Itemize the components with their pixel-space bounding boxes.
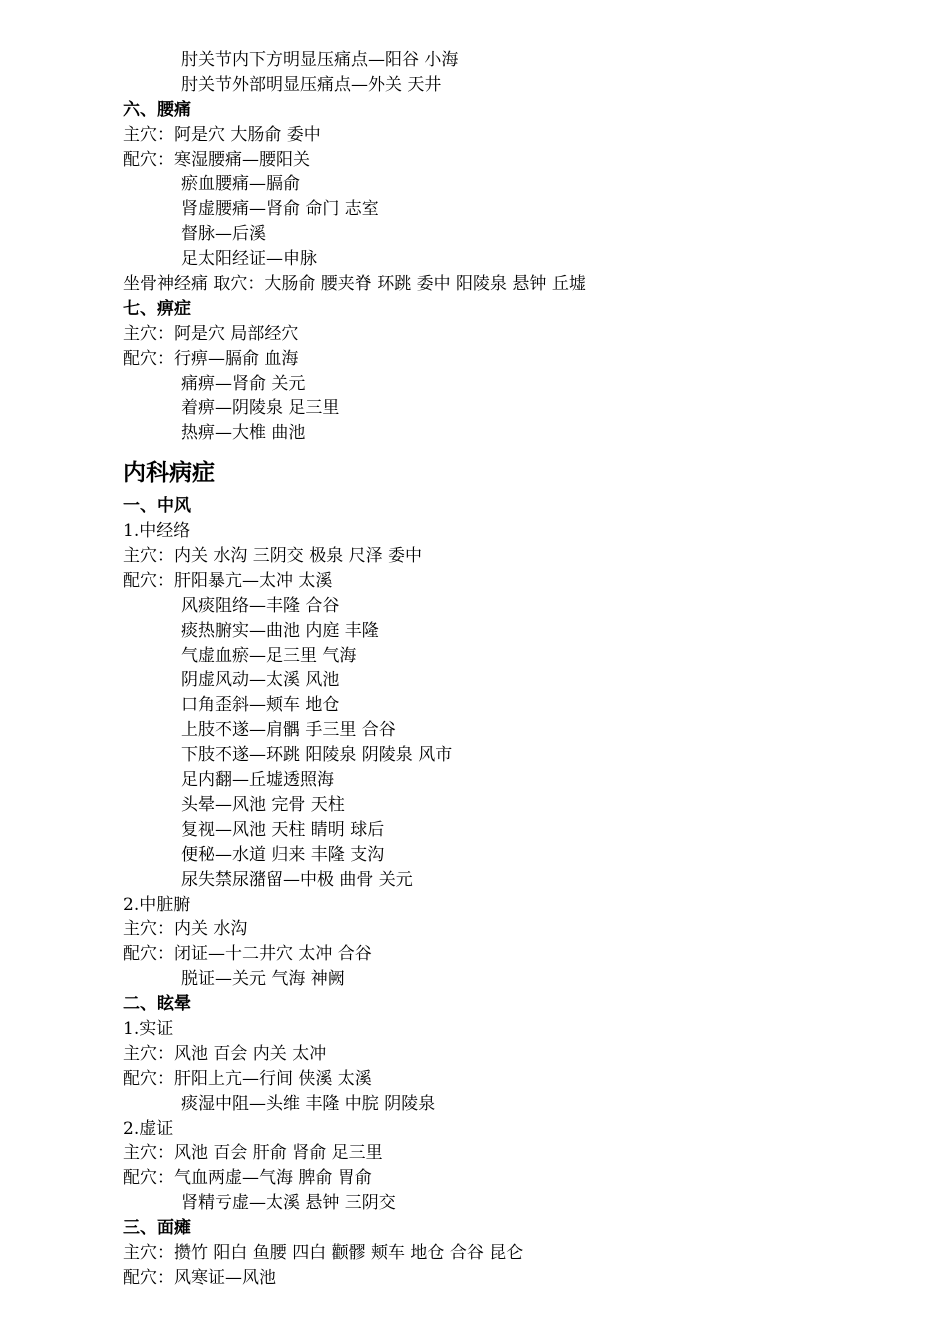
indented-line: 风痰阻络—丰隆 合谷 (181, 595, 340, 616)
chapter-title: 内科病症 (123, 460, 215, 487)
text-line: 1.中经络 (123, 521, 191, 542)
indented-line: 热痹—大椎 曲池 (181, 423, 306, 444)
text-line: 配穴：行痹—膈俞 血海 (123, 348, 299, 369)
indented-line: 督脉—后溪 (181, 224, 266, 245)
text-line: 2.虚证 (123, 1118, 174, 1139)
indented-line: 气虚血瘀—足三里 气海 (181, 645, 357, 666)
text-line: 主穴：内关 水沟 (123, 919, 248, 940)
indented-line: 便秘—水道 归来 丰隆 支沟 (181, 844, 385, 865)
text-line: 主穴：风池 百会 内关 太冲 (123, 1043, 327, 1064)
section-heading: 七、痹症 (123, 298, 191, 319)
section-heading: 一、中风 (123, 496, 191, 517)
text-line: 配穴：寒湿腰痛—腰阳关 (123, 149, 310, 170)
indented-line: 足太阳经证—申脉 (181, 249, 317, 270)
indented-line: 肾虚腰痛—肾俞 命门 志室 (181, 199, 379, 220)
indented-line: 复视—风池 天柱 睛明 球后 (181, 819, 385, 840)
indented-line: 上肢不遂—肩髃 手三里 合谷 (181, 720, 396, 741)
indented-line: 尿失禁尿潴留—中极 曲骨 关元 (181, 869, 413, 890)
text-line: 配穴：闭证—十二井穴 太冲 合谷 (123, 944, 372, 965)
section-heading: 二、眩晕 (123, 994, 191, 1015)
text-line: 主穴：风池 百会 肝俞 肾俞 足三里 (123, 1143, 383, 1164)
indented-line: 瘀血腰痛—膈俞 (181, 174, 300, 195)
indented-line: 痰湿中阻—头维 丰隆 中脘 阴陵泉 (181, 1093, 436, 1114)
indented-line: 肘关节内下方明显压痛点—阳谷 小海 (181, 50, 459, 70)
document-body (123, 48, 923, 1291)
indented-line: 头晕—风池 完骨 天柱 (181, 794, 345, 815)
text-line: 配穴：风寒证—风池 (123, 1267, 276, 1288)
text-line: 坐骨神经痛 取穴：大肠俞 腰夹脊 环跳 委中 阳陵泉 悬钟 丘墟 (123, 274, 586, 295)
indented-line: 肘关节外部明显压痛点—外关 天井 (181, 74, 442, 95)
text-line: 主穴：阿是穴 大肠俞 委中 (123, 124, 321, 145)
section-heading: 三、面瘫 (123, 1218, 191, 1239)
text-line: 主穴：攒竹 阳白 鱼腰 四白 颧髎 颊车 地仓 合谷 昆仑 (123, 1242, 524, 1263)
indented-line: 口角歪斜—颊车 地仓 (181, 695, 340, 716)
indented-line: 着痹—阴陵泉 足三里 (181, 398, 340, 419)
section-heading: 六、腰痛 (123, 99, 191, 120)
text-line: 主穴：阿是穴 局部经穴 (123, 323, 299, 344)
indented-line: 阴虚风动—太溪 风池 (181, 670, 340, 691)
text-line: 配穴：肝阳暴亢—太冲 太溪 (123, 570, 333, 591)
indented-line: 下肢不遂—环跳 阳陵泉 阴陵泉 风市 (181, 745, 453, 766)
indented-line: 足内翻—丘墟透照海 (181, 770, 334, 791)
indented-line: 脱证—关元 气海 神阙 (181, 969, 345, 990)
text-line: 配穴：气血两虚—气海 脾俞 胃俞 (123, 1168, 372, 1189)
indented-line: 痛痹—肾俞 关元 (181, 373, 306, 394)
text-line: 1.实证 (123, 1018, 174, 1039)
indented-line: 痰热腑实—曲池 内庭 丰隆 (181, 620, 379, 641)
text-line: 配穴：肝阳上亢—行间 侠溪 太溪 (123, 1068, 372, 1089)
text-line: 2.中脏腑 (123, 894, 191, 915)
text-line: 主穴：内关 水沟 三阴交 极泉 尺泽 委中 (123, 546, 423, 567)
indented-line: 肾精亏虚—太溪 悬钟 三阴交 (181, 1193, 396, 1214)
